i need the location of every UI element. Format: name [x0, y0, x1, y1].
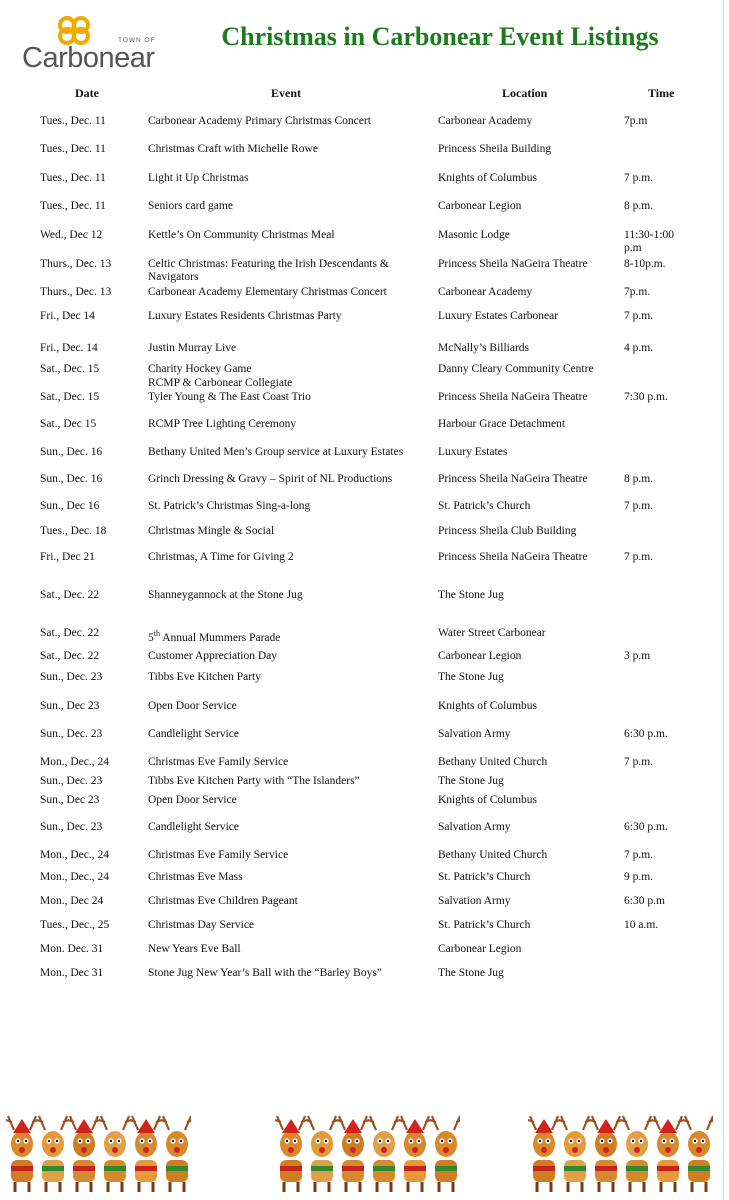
column-header-location: Location	[502, 86, 548, 100]
cell-event: St. Patrick’s Christmas Sing-a-long	[148, 500, 311, 512]
cell-event: Christmas Mingle & Social	[148, 525, 275, 537]
cell-time: 7 p.m.	[624, 849, 654, 861]
event-text: Annual Mummers Parade	[159, 631, 281, 644]
cell-event	[148, 627, 423, 645]
cell-location: The Stone Jug	[438, 589, 504, 601]
cell-date: Mon., Dec., 24	[40, 756, 109, 768]
column-header-date: Date	[75, 86, 99, 100]
cell-event: Christmas Eve Children Pageant	[148, 895, 298, 907]
reindeer-group-icon	[275, 1108, 460, 1198]
cell-event: Christmas Eve Mass	[148, 871, 243, 883]
cell-location: St. Patrick’s Church	[438, 871, 531, 883]
cell-date: Wed., Dec 12	[40, 229, 103, 241]
cell-date: Sat., Dec. 22	[40, 650, 100, 662]
cell-time: 7:30 p.m.	[624, 391, 668, 403]
cell-time: 7 p.m.	[624, 500, 654, 512]
cell-location: Masonic Lodge	[438, 229, 510, 241]
cell-date: Sun., Dec 23	[40, 794, 100, 806]
cell-event: Christmas Craft with Michelle Rowe	[148, 143, 318, 155]
cell-time: 6:30 p.m	[624, 895, 665, 907]
cell-event: Justin Murray Live	[148, 342, 237, 354]
cell-date: Sun., Dec. 23	[40, 671, 103, 683]
cell-location: Salvation Army	[438, 728, 511, 740]
cell-event: Candlelight Service	[148, 728, 240, 740]
cell-date: Sat., Dec. 22	[40, 589, 100, 601]
cell-event: Christmas Day Service	[148, 919, 255, 931]
cell-date: Sun., Dec 16	[40, 500, 100, 512]
cell-date: Mon., Dec 31	[40, 967, 104, 979]
cell-location: Knights of Columbus	[438, 700, 538, 712]
cell-event: Christmas Eve Family Service	[148, 849, 289, 861]
cell-time: 8 p.m.	[624, 200, 654, 212]
cell-event: Shanneygannock at the Stone Jug	[148, 589, 303, 601]
cell-date: Tues., Dec. 11	[40, 200, 106, 212]
cell-location: Luxury Estates Carbonear	[438, 310, 559, 322]
cell-date: Sun., Dec. 16	[40, 446, 103, 458]
cell-date: Tues., Dec. 11	[40, 172, 106, 184]
cell-time: 6:30 p.m.	[624, 821, 668, 833]
cell-location: St. Patrick’s Church	[438, 500, 531, 512]
page-edge-rule	[723, 0, 724, 1200]
cell-location: Knights of Columbus	[438, 794, 538, 806]
cell-date: Fri., Dec 21	[40, 551, 95, 563]
cell-date: Mon., Dec., 24	[40, 849, 109, 861]
cell-event: Carbonear Academy Primary Christmas Concert	[148, 115, 371, 127]
cell-event: Carbonear Academy Elementary Christmas Concert	[148, 286, 387, 298]
cell-event: Open Door Service	[148, 700, 237, 712]
cell-event: Christmas Eve Family Service	[148, 756, 289, 768]
cell-date: Fri., Dec. 14	[40, 342, 98, 354]
cell-location: Water Street Carbonear	[438, 627, 546, 639]
cell-location: Luxury Estates	[438, 446, 508, 458]
cell-location: Princess Sheila NaGeira Theatre	[438, 258, 588, 270]
cell-location: Princess Sheila Building	[438, 143, 552, 155]
cell-date: Sun., Dec. 23	[40, 775, 103, 787]
cell-event: Tibbs Eve Kitchen Party	[148, 671, 261, 683]
cell-date: Thurs., Dec. 13	[40, 286, 112, 298]
cell-date: Sun., Dec. 23	[40, 821, 103, 833]
cell-date: Sun., Dec. 16	[40, 473, 103, 485]
cell-event: Open Door Service	[148, 794, 237, 806]
cell-location: Danny Cleary Community Centre	[438, 363, 594, 375]
cell-date: Mon., Dec., 24	[40, 871, 109, 883]
cell-date: Sun., Dec. 23	[40, 728, 103, 740]
cell-location: Carbonear Academy	[438, 286, 533, 298]
cell-date: Sat., Dec. 15	[40, 363, 100, 375]
cell-location: Carbonear Legion	[438, 650, 522, 662]
cell-time: 7 p.m.	[624, 756, 654, 768]
cell-event: Light it Up Christmas	[148, 172, 249, 184]
cell-date: Sat., Dec. 15	[40, 391, 100, 403]
cell-event: Celtic Christmas: Featuring the Irish Descendants & Navigators	[148, 258, 389, 283]
cell-event: Christmas, A Time for Giving 2	[148, 551, 294, 563]
cell-date: Tues., Dec. 18	[40, 525, 107, 537]
cell-time: 3 p.m	[624, 650, 651, 662]
cell-time: 8-10p.m.	[624, 258, 666, 270]
cell-date: Sun., Dec 23	[40, 700, 100, 712]
cell-time: 7 p.m.	[624, 310, 654, 322]
cell-event: Bethany United Men’s Group service at Luxury Estates	[148, 446, 404, 458]
cell-time: 8 p.m.	[624, 473, 654, 485]
cell-time: 11:30-1:00 p.m	[624, 229, 675, 254]
cell-location: Knights of Columbus	[438, 172, 538, 184]
town-logo	[22, 14, 162, 74]
cell-date: Sat., Dec 15	[40, 418, 97, 430]
cell-date: Mon., Dec 24	[40, 895, 104, 907]
page-title: Christmas in Carbonear Event Listings	[221, 22, 659, 51]
cell-date: Thurs., Dec. 13	[40, 258, 112, 270]
cell-event: RCMP Tree Lighting Ceremony	[148, 418, 297, 430]
cell-time: 10 a.m.	[624, 919, 659, 931]
cell-event: Charity Hockey Game	[148, 363, 252, 375]
cell-event: Luxury Estates Residents Christmas Party	[148, 310, 342, 322]
cell-event: Grinch Dressing & Gravy – Spirit of NL Productions	[148, 473, 393, 485]
cell-location: Carbonear Academy	[438, 115, 533, 127]
cell-date: Fri., Dec 14	[40, 310, 95, 322]
cell-location: Princess Sheila NaGeira Theatre	[438, 473, 588, 485]
cell-time: 4 p.m.	[624, 342, 654, 354]
cell-location: McNally’s Billiards	[438, 342, 530, 354]
reindeer-group-icon	[528, 1108, 713, 1198]
cell-event: Customer Appreciation Day	[148, 650, 278, 662]
reindeer-group-icon	[6, 1108, 191, 1198]
cell-location: Carbonear Legion	[438, 943, 522, 955]
cell-location: Salvation Army	[438, 821, 511, 833]
cell-location: St. Patrick’s Church	[438, 919, 531, 931]
cell-location: The Stone Jug	[438, 967, 504, 979]
cell-date: Tues., Dec. 11	[40, 115, 106, 127]
cell-time: 9 p.m.	[624, 871, 654, 883]
cell-location: The Stone Jug	[438, 671, 504, 683]
cell-time: 7p.m	[624, 115, 648, 127]
cell-location: Harbour Grace Detachment	[438, 418, 566, 430]
event-ordinal: 5	[148, 631, 154, 644]
cell-location: Princess Sheila NaGeira Theatre	[438, 391, 588, 403]
cell-event: RCMP & Carbonear Collegiate	[148, 377, 293, 389]
cell-event: Tibbs Eve Kitchen Party with “The Islanders”	[148, 775, 360, 787]
cell-location: The Stone Jug	[438, 775, 504, 787]
logo-name-text: Carbonear	[22, 42, 155, 74]
cell-time: 6:30 p.m.	[624, 728, 668, 740]
cell-event: Seniors card game	[148, 200, 233, 212]
cell-location: Princess Sheila Club Building	[438, 525, 577, 537]
cell-date: Mon. Dec. 31	[40, 943, 104, 955]
cell-date: Tues., Dec. 11	[40, 143, 106, 155]
cell-date: Sat., Dec. 22	[40, 627, 100, 639]
cell-event: Tyler Young & The East Coast Trio	[148, 391, 311, 403]
cell-location: Carbonear Legion	[438, 200, 522, 212]
cell-time: 7p.m.	[624, 286, 651, 298]
cell-event: Candlelight Service	[148, 821, 240, 833]
column-header-time: Time	[648, 86, 675, 100]
cell-location: Princess Sheila NaGeira Theatre	[438, 551, 588, 563]
cell-date: Tues., Dec., 25	[40, 919, 110, 931]
cell-location: Salvation Army	[438, 895, 511, 907]
cell-time: 7 p.m.	[624, 551, 654, 563]
cell-event: Stone Jug New Year’s Ball with the “Barley Boys”	[148, 967, 382, 979]
cell-location: Bethany United Church	[438, 756, 548, 768]
column-header-event: Event	[271, 86, 301, 100]
cell-location: Bethany United Church	[438, 849, 548, 861]
event-ordinal-suffix: th	[153, 629, 160, 638]
logo-town-text: TOWN OF	[118, 37, 156, 44]
cell-event: Kettle’s On Community Christmas Meal	[148, 229, 335, 241]
cell-time: 7 p.m.	[624, 172, 654, 184]
cell-event: New Years Eve Ball	[148, 943, 241, 955]
